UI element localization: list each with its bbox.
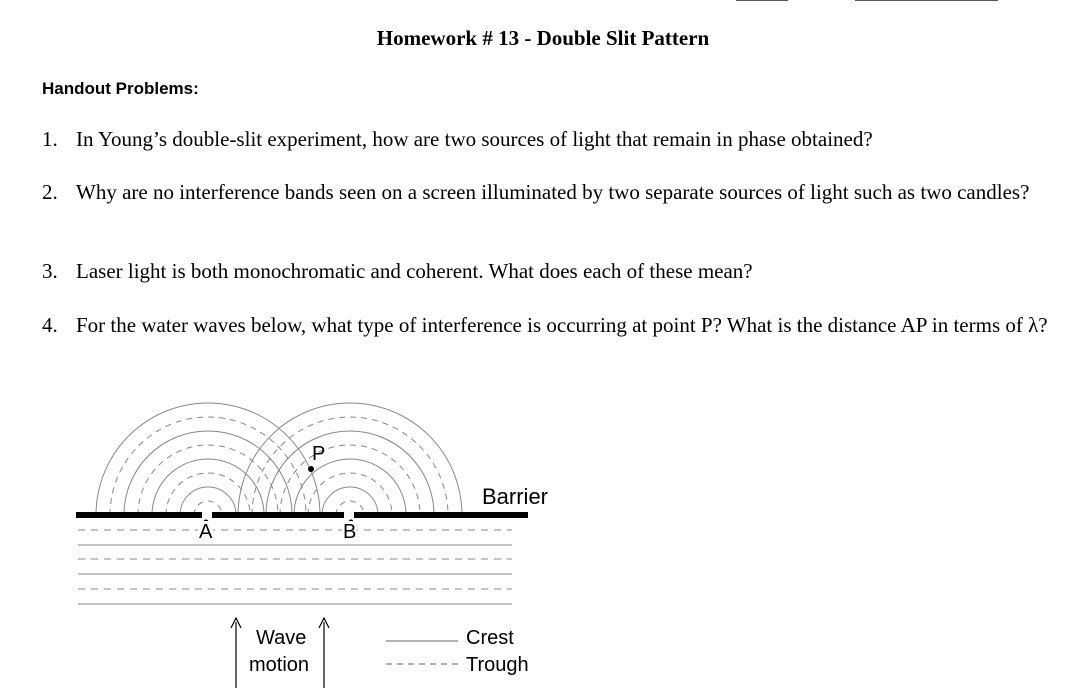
barrier-right-segment <box>354 512 528 518</box>
point-p-dot <box>308 466 314 472</box>
wave-motion-label-line2: motion <box>249 654 310 676</box>
question-text: For the water waves below, what type of interference is occurring at point P? What is the distance AP in terms of λ? <box>76 313 1048 337</box>
page-title: Homework # 13 - Double Slit Pattern <box>376 26 710 50</box>
legend-crest-label: Crest <box>466 627 514 649</box>
question-text: Why are no interference bands seen on a screen illuminated by two separate sources of light such as two candles? <box>76 180 1030 204</box>
wavefronts-source-b <box>238 403 462 515</box>
barrier-middle-segment <box>212 512 344 518</box>
question-number: 3. <box>42 259 58 283</box>
question-number: 1. <box>42 127 58 151</box>
barrier <box>76 512 528 518</box>
question-number: 4. <box>42 313 58 337</box>
label-a: A <box>199 521 213 543</box>
incoming-wavefronts <box>78 530 512 604</box>
label-b: B <box>343 521 357 543</box>
label-barrier: Barrier <box>482 484 549 509</box>
barrier-left-segment <box>76 512 202 518</box>
section-heading: Handout Problems: <box>42 79 199 98</box>
question-text: Laser light is both monochromatic and coherent. What does each of these mean? <box>76 259 753 283</box>
legend-trough-label: Trough <box>466 654 529 676</box>
label-p: P <box>312 443 326 465</box>
question-number: 2. <box>42 180 58 204</box>
wave-motion-label-line1: Wave <box>256 627 307 649</box>
wavefronts-source-a <box>96 403 320 515</box>
question-text: In Young’s double-slit experiment, how are two sources of light that remain in phase obtained? <box>76 127 873 151</box>
